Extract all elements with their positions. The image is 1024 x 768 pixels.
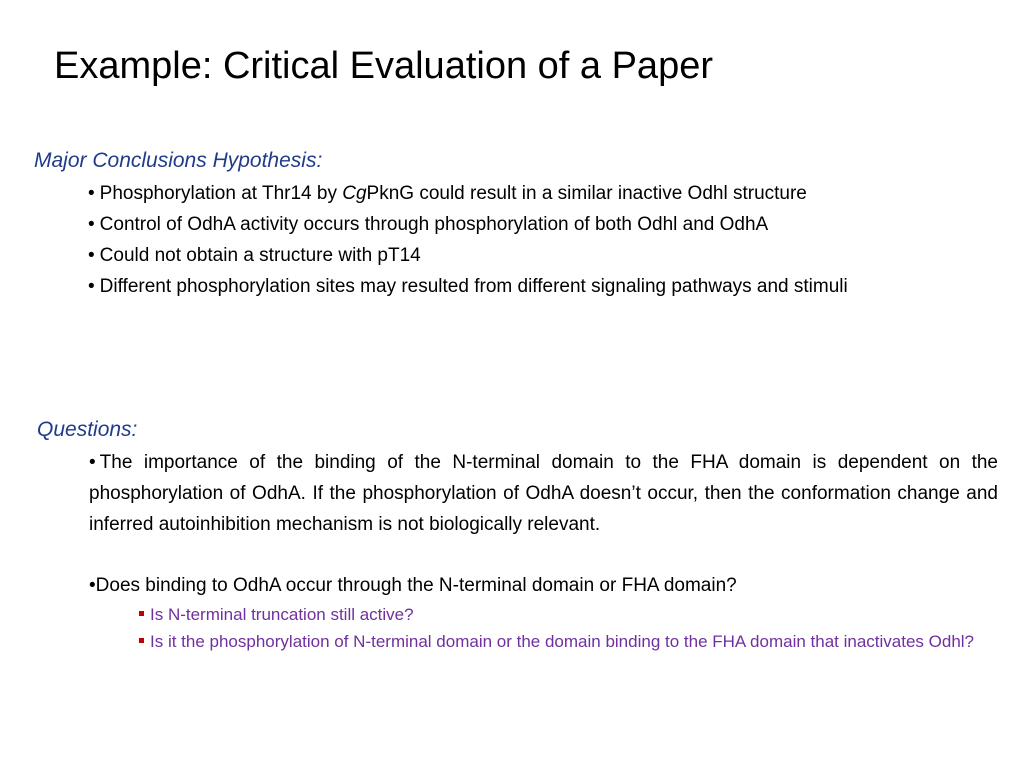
- square-bullet-icon: [139, 611, 144, 616]
- bullet-icon: •: [88, 183, 95, 204]
- bullet-icon: •: [89, 452, 96, 473]
- conclusions-heading: Major Conclusions Hypothesis:: [34, 149, 323, 172]
- bullet-icon: •: [88, 245, 95, 266]
- conclusion-item: • Control of OdhA activity occurs through phosphorylation of both Odhl and OdhA: [88, 214, 769, 235]
- bullet-icon: •: [88, 276, 95, 297]
- sub-question-item: Is it the phosphorylation of N-terminal domain or the domain binding to the FHA domain that inactivates Odhl?: [139, 628, 998, 655]
- sub-question-list: [139, 601, 998, 655]
- conclusion-item: • Different phosphorylation sites may resulted from different signaling pathways and stimuli: [88, 276, 848, 297]
- question-item: •Does binding to OdhA occur through the N-terminal domain or FHA domain?: [89, 575, 737, 596]
- slide-title: Example: Critical Evaluation of a Paper: [54, 45, 713, 87]
- questions-heading: Questions:: [37, 418, 138, 441]
- bullet-icon: •: [88, 214, 95, 235]
- sub-question-item: Is N-terminal truncation still active?: [139, 601, 998, 628]
- bullet-icon: •: [89, 575, 96, 596]
- conclusion-item: • Could not obtain a structure with pT14: [88, 245, 421, 266]
- conclusions-list: [84, 178, 1004, 302]
- questions-block: [89, 447, 998, 655]
- square-bullet-icon: [139, 638, 144, 643]
- question-paragraph: • The importance of the binding of the N-terminal domain to the FHA domain is dependent on the phosphorylation of OdhA. If the phosphorylation of OdhA doesn’t occur, then the conformation change and inferred autoinhibition mechanism is not biologically relevant.: [89, 452, 998, 535]
- conclusion-item: • Phosphorylation at Thr14 by CgPknG could result in a similar inactive Odhl structure: [88, 183, 807, 204]
